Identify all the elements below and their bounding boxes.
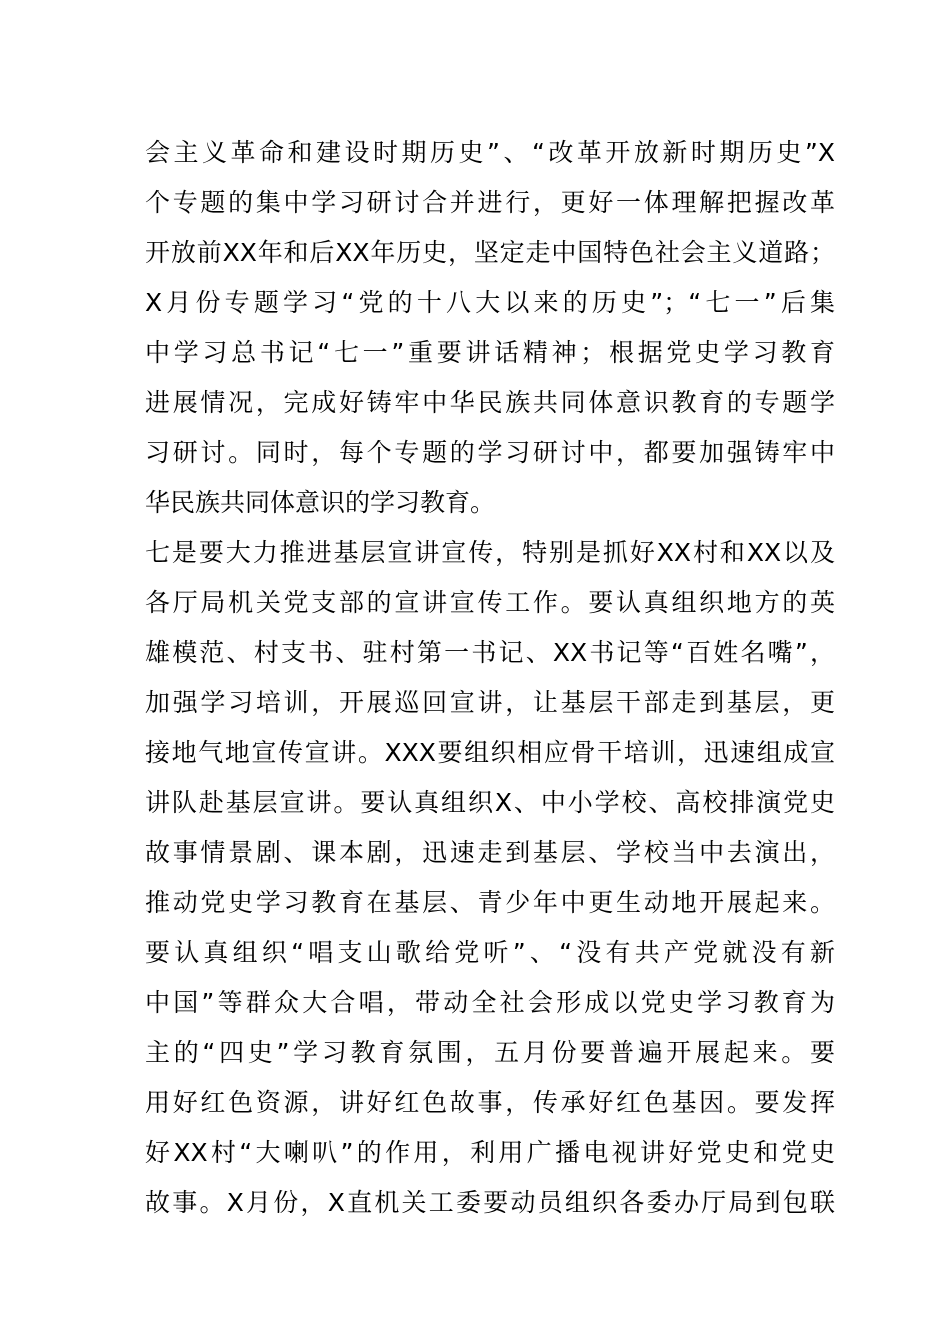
text-line: 会主义革命和建设时期历史”、“改革开放新时期历史”X [145,138,835,167]
text-line: 推动党史学习教育在基层、青少年中更生动地开展起来。 [145,888,835,917]
text-line: 中国”等群众大合唱，带动全社会形成以党史学习教育为 [145,988,835,1017]
text-line: 接地气地宣传宣讲。XXX要组织相应骨干培训，迅速组成宣 [145,738,835,767]
text-line: 要认真组织“唱支山歌给党听”、“没有共产党就没有新 [145,938,835,967]
paragraph-2 [145,528,835,1228]
text-line: 故事。X月份，X直机关工委要动员组织各委办厅局到包联 [145,1188,835,1217]
text-line: 各厅局机关党支部的宣讲宣传工作。要认真组织地方的英 [145,588,835,617]
text-line: 习研讨。同时，每个专题的学习研讨中，都要加强铸牢中 [145,438,835,467]
text-line: 中学习总书记“七一”重要讲话精神；根据党史学习教育 [145,338,835,367]
text-line: 用好红色资源，讲好红色故事，传承好红色基因。要发挥 [145,1088,835,1117]
text-line: 开放前XX年和后XX年历史，坚定走中国特色社会主义道路； [145,238,835,267]
text-line: 个专题的集中学习研讨合并进行，更好一体理解把握改革 [145,188,835,217]
text-line: 雄模范、村支书、驻村第一书记、XX书记等“百姓名嘴”， [145,638,835,667]
text-line: 好XX村“大喇叭”的作用，利用广播电视讲好党史和党史 [145,1138,835,1167]
paragraph-1 [145,128,835,528]
text-line: 加强学习培训，开展巡回宣讲，让基层干部走到基层，更 [145,688,835,717]
text-line: 主的“四史”学习教育氛围，五月份要普遍开展起来。要 [145,1038,835,1067]
text-line: 讲队赴基层宣讲。要认真组织X、中小学校、高校排演党史 [145,788,835,817]
text-line: 华民族共同体意识的学习教育。 [145,488,496,517]
document-body [145,128,835,1228]
text-line: 故事情景剧、课本剧，迅速走到基层、学校当中去演出， [145,838,835,867]
text-line: 七是要大力推进基层宣讲宣传，特别是抓好XX村和XX以及 [145,538,835,567]
text-line: 进展情况，完成好铸牢中华民族共同体意识教育的专题学 [145,388,835,417]
text-line: X月份专题学习“党的十八大以来的历史”；“七一”后集 [145,288,835,317]
